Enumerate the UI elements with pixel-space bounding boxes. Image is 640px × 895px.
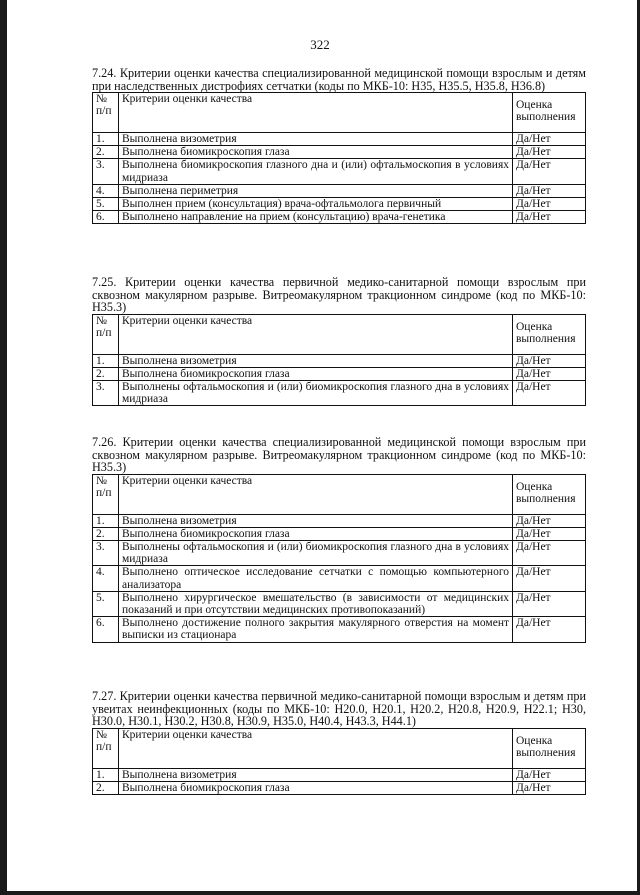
row-criterion: Выполнены офтальмоскопия и (или) биомикроскопия глазного дна в условиях мидриаза <box>119 380 513 405</box>
table-header-row <box>93 314 586 354</box>
header-score: Оценка выполнения <box>513 314 586 354</box>
header-score: Оценка выполнения <box>513 728 586 768</box>
criteria-table <box>92 728 586 795</box>
row-num: 2. <box>93 367 119 380</box>
table-row <box>93 768 586 781</box>
row-criterion: Выполнена биомикроскопия глаза <box>119 146 513 159</box>
row-score: Да/Нет <box>513 159 586 184</box>
table-header-row <box>93 728 586 768</box>
row-num: 3. <box>93 540 119 565</box>
row-criterion: Выполнены офтальмоскопия и (или) биомикроскопия глазного дна в условиях мидриаза <box>119 540 513 565</box>
row-num: 2. <box>93 781 119 794</box>
row-criterion: Выполнена биомикроскопия глаза <box>119 527 513 540</box>
row-num: 1. <box>93 514 119 527</box>
row-num: 5. <box>93 591 119 616</box>
table-row <box>93 159 586 184</box>
header-criteria: Критерии оценки качества <box>119 93 513 133</box>
row-score: Да/Нет <box>513 146 586 159</box>
section-7-27 <box>92 690 586 795</box>
scan-edge-bottom <box>0 891 640 895</box>
table-row <box>93 184 586 197</box>
section-title: 7.25. Критерии оценки качества первичной медико-санитарной помощи взрослым при сквозном макулярном разрыве. Витреомакулярном тракционном синдроме (код по МКБ-10: H35.3) <box>92 275 586 314</box>
table-row <box>93 198 586 211</box>
header-criteria: Критерии оценки качества <box>119 474 513 514</box>
row-score: Да/Нет <box>513 540 586 565</box>
table-row <box>93 540 586 565</box>
row-score: Да/Нет <box>513 380 586 405</box>
row-score: Да/Нет <box>513 514 586 527</box>
row-num: 6. <box>93 617 119 642</box>
row-criterion: Выполнена визометрия <box>119 514 513 527</box>
row-criterion: Выполнено достижение полного закрытия макулярного отверстия на момент выписки из стационара <box>119 617 513 642</box>
table-header-row <box>93 474 586 514</box>
row-criterion: Выполнена периметрия <box>119 184 513 197</box>
row-criterion: Выполнено хирургическое вмешательство (в зависимости от медицинских показаний и при отсутствии медицинских противопоказаний) <box>119 591 513 616</box>
section-7-26 <box>92 436 586 643</box>
row-score: Да/Нет <box>513 527 586 540</box>
table-row <box>93 354 586 367</box>
row-num: 1. <box>93 133 119 146</box>
section-title: 7.27. Критерии оценки качества первичной медико-санитарной помощи взрослым и детям при увеитах неинфекционных (коды по МКБ-10: H20.0, H20.1, H20.2, H20.8, H20.9, H22.1; H30, H30.0, H30.1, H30.2, H30.8, H30.9, H35.0, H40.4, H43.3, H44.1) <box>92 689 586 728</box>
row-score: Да/Нет <box>513 617 586 642</box>
row-score: Да/Нет <box>513 768 586 781</box>
table-row <box>93 527 586 540</box>
row-criterion: Выполнено направление на прием (консультацию) врача-генетика <box>119 211 513 224</box>
table-row <box>93 133 586 146</box>
header-criteria: Критерии оценки качества <box>119 728 513 768</box>
criteria-table <box>92 474 586 643</box>
row-criterion: Выполнено оптическое исследование сетчатки с помощью компьютерного анализатора <box>119 566 513 591</box>
table-row <box>93 591 586 616</box>
row-score: Да/Нет <box>513 367 586 380</box>
header-num: № п/п <box>93 728 119 768</box>
section-7-25 <box>92 276 586 406</box>
criteria-table <box>92 314 586 407</box>
row-score: Да/Нет <box>513 184 586 197</box>
section-title: 7.26. Критерии оценки качества специализированной медицинской помощи взрослым при сквозном макулярном разрыве. Витреомакулярном тракционном синдроме (код по МКБ-10: H35.3) <box>92 435 586 474</box>
row-num: 1. <box>93 768 119 781</box>
row-num: 3. <box>93 380 119 405</box>
table-row <box>93 566 586 591</box>
table-row <box>93 514 586 527</box>
header-num: № п/п <box>93 474 119 514</box>
table-row <box>93 380 586 405</box>
row-num: 3. <box>93 159 119 184</box>
table-row <box>93 146 586 159</box>
header-num: № п/п <box>93 93 119 133</box>
table-row <box>93 211 586 224</box>
table-row <box>93 367 586 380</box>
row-num: 4. <box>93 566 119 591</box>
row-criterion: Выполнен прием (консультация) врача-офтальмолога первичный <box>119 198 513 211</box>
row-criterion: Выполнена биомикроскопия глаза <box>119 367 513 380</box>
header-score: Оценка выполнения <box>513 474 586 514</box>
page-number: 322 <box>310 37 330 52</box>
row-criterion: Выполнена биомикроскопия глаза <box>119 781 513 794</box>
row-criterion: Выполнена визометрия <box>119 133 513 146</box>
row-num: 2. <box>93 146 119 159</box>
section-title: 7.24. Критерии оценки качества специализированной медицинской помощи взрослым и детям при наследственных дистрофиях сетчатки (коды по МКБ-10: H35, H35.5, H35.8, H36.8) <box>92 66 586 93</box>
row-score: Да/Нет <box>513 133 586 146</box>
header-score: Оценка выполнения <box>513 93 586 133</box>
row-num: 6. <box>93 211 119 224</box>
header-criteria: Критерии оценки качества <box>119 314 513 354</box>
row-criterion: Выполнена визометрия <box>119 354 513 367</box>
row-num: 5. <box>93 198 119 211</box>
criteria-table <box>92 92 586 224</box>
row-num: 2. <box>93 527 119 540</box>
row-score: Да/Нет <box>513 566 586 591</box>
row-criterion: Выполнена биомикроскопия глазного дна и (или) офтальмоскопия в условиях мидриаза <box>119 159 513 184</box>
row-score: Да/Нет <box>513 591 586 616</box>
row-num: 1. <box>93 354 119 367</box>
table-header-row <box>93 93 586 133</box>
scan-edge-left <box>0 0 7 895</box>
row-criterion: Выполнена визометрия <box>119 768 513 781</box>
row-score: Да/Нет <box>513 781 586 794</box>
table-row <box>93 781 586 794</box>
row-score: Да/Нет <box>513 211 586 224</box>
table-row <box>93 617 586 642</box>
row-score: Да/Нет <box>513 354 586 367</box>
section-7-24 <box>92 67 586 224</box>
header-num: № п/п <box>93 314 119 354</box>
row-score: Да/Нет <box>513 198 586 211</box>
row-num: 4. <box>93 184 119 197</box>
